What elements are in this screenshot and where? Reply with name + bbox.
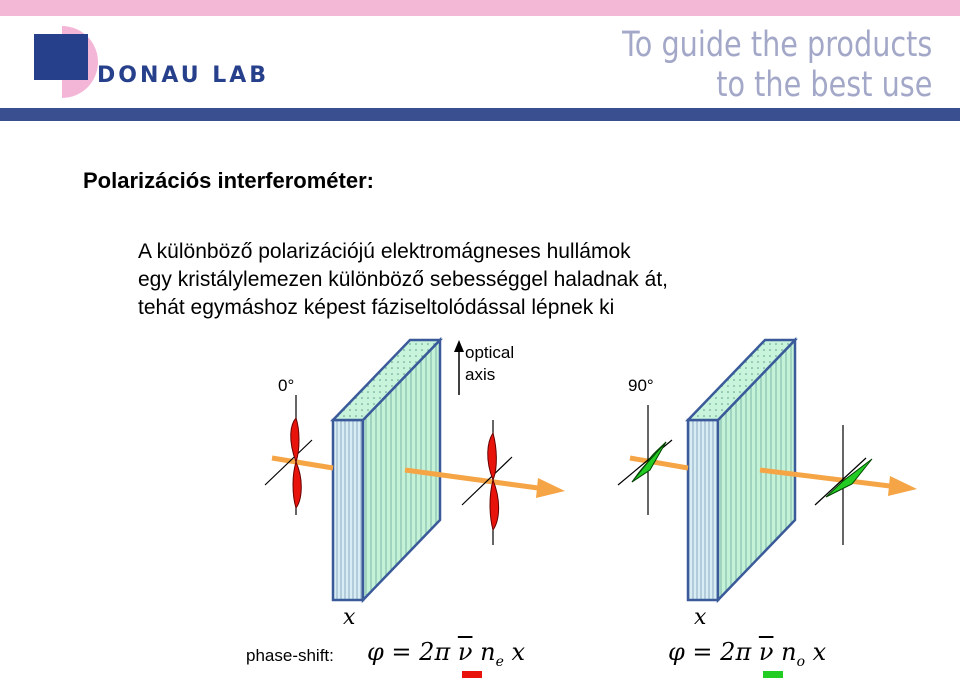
formula-right-x: x [812,638,827,666]
optical-axis-label [465,342,514,386]
formula-left-main: φ = 2π [367,638,451,666]
formula-right-main: φ = 2π [668,638,752,666]
formula-right [668,638,826,670]
logo-text: DONAU LAB [97,63,270,88]
optical-axis-label-line-2: axis [465,365,496,384]
body-line-1: A különböző polarizációjú elektromágneses hullámok [138,240,631,263]
formula-left-n: n [480,638,496,666]
formula-right-n: n [781,638,797,666]
formula-left-x: x [511,638,526,666]
optical-axis-label-line-1: optical [465,343,515,362]
incoming-wave-left [265,395,333,515]
phase-shift-label: phase-shift: [246,646,334,665]
red-swatch [462,671,482,678]
x-label-right: x [694,605,707,630]
body-line-3: tehát egymáshoz képest fáziseltolódással lépnek ki [138,296,615,319]
crystal-plate-left [333,340,440,600]
incoming-wave-right [618,405,688,515]
green-swatch [763,671,783,678]
angle-label-right: 90° [628,376,654,395]
formula-right-sub: o [796,653,805,670]
formula-left [367,638,525,670]
formula-right-nu: $\overline{\nu}$ [758,638,774,666]
optical-axis-arrow [454,340,464,395]
body-line-2: egy kristálylemezen különböző sebességgel haladnak át, [138,268,668,291]
tagline-line-2: to the best use [715,65,932,105]
tagline-line-1: To guide the products [621,25,932,65]
x-label-left: x [343,605,356,630]
formula-left-sub: e [495,653,504,670]
slide-title: Polarizációs interferométer: [83,168,374,193]
formula-left-nu: $\overline{\nu}$ [457,638,473,666]
angle-label-left: 0° [278,376,295,395]
